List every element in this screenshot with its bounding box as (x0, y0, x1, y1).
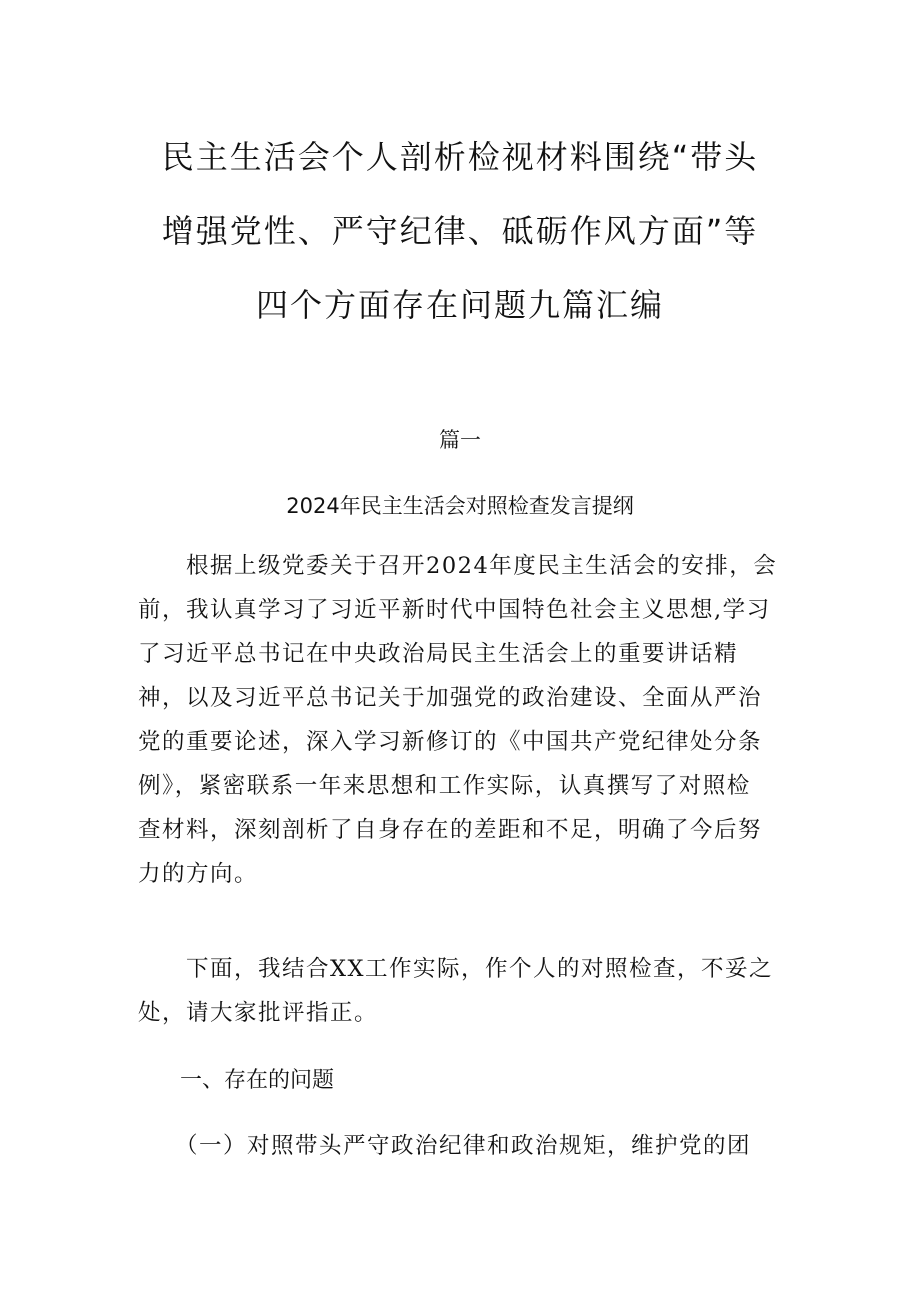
paragraph-line: 了习近平总书记在中央政治局民主生活会上的重要讲话精 (138, 641, 739, 667)
paragraph-line: 查材料，深刻剖析了自身存在的差距和不足，明确了今后努 (138, 817, 763, 843)
paragraph-line: 例》，紧密联系一年来思想和工作实际，认真撰写了对照检 (138, 773, 751, 799)
title-line: 民主生活会个人剖析检视材料围绕“带头 (161, 138, 759, 176)
heading-existing-problems: 一、存在的问题 (180, 1068, 335, 1093)
paragraph-line: 下面，我结合XX工作实际，作个人的对照检查，不妥之 (138, 956, 774, 982)
paragraph-intro (138, 544, 788, 896)
paragraph-statement (138, 947, 788, 1035)
document-title (110, 120, 810, 342)
title-line: 四个方面存在问题九篇汇编 (255, 286, 664, 324)
paragraph-line: 神，以及习近平总书记关于加强党的政治建设、全面从严治 (138, 685, 763, 711)
paragraph-line: 根据上级党委关于召开2024年度民主生活会的安排，会 (138, 553, 778, 579)
title-line: 增强党性、严守纪律、砥砺作风方面”等 (161, 212, 759, 250)
paragraph-line: 处，请大家批评指正。 (138, 1000, 379, 1026)
paragraph-line: 党的重要论述，深入学习新修订的《中国共产党纪律处分条 (138, 729, 763, 755)
paragraph-line: 前，我认真学习了习近平新时代中国特色社会主义思想,学习 (138, 597, 771, 623)
sub-heading-political-discipline: （一）对照带头严守政治纪律和政治规矩，维护党的团 (175, 1133, 752, 1159)
section-number: 篇一 (439, 428, 481, 452)
paragraph-line: 力的方向。 (138, 861, 259, 887)
section-title: 2024年民主生活会对照检查发言提纲 (286, 494, 634, 518)
